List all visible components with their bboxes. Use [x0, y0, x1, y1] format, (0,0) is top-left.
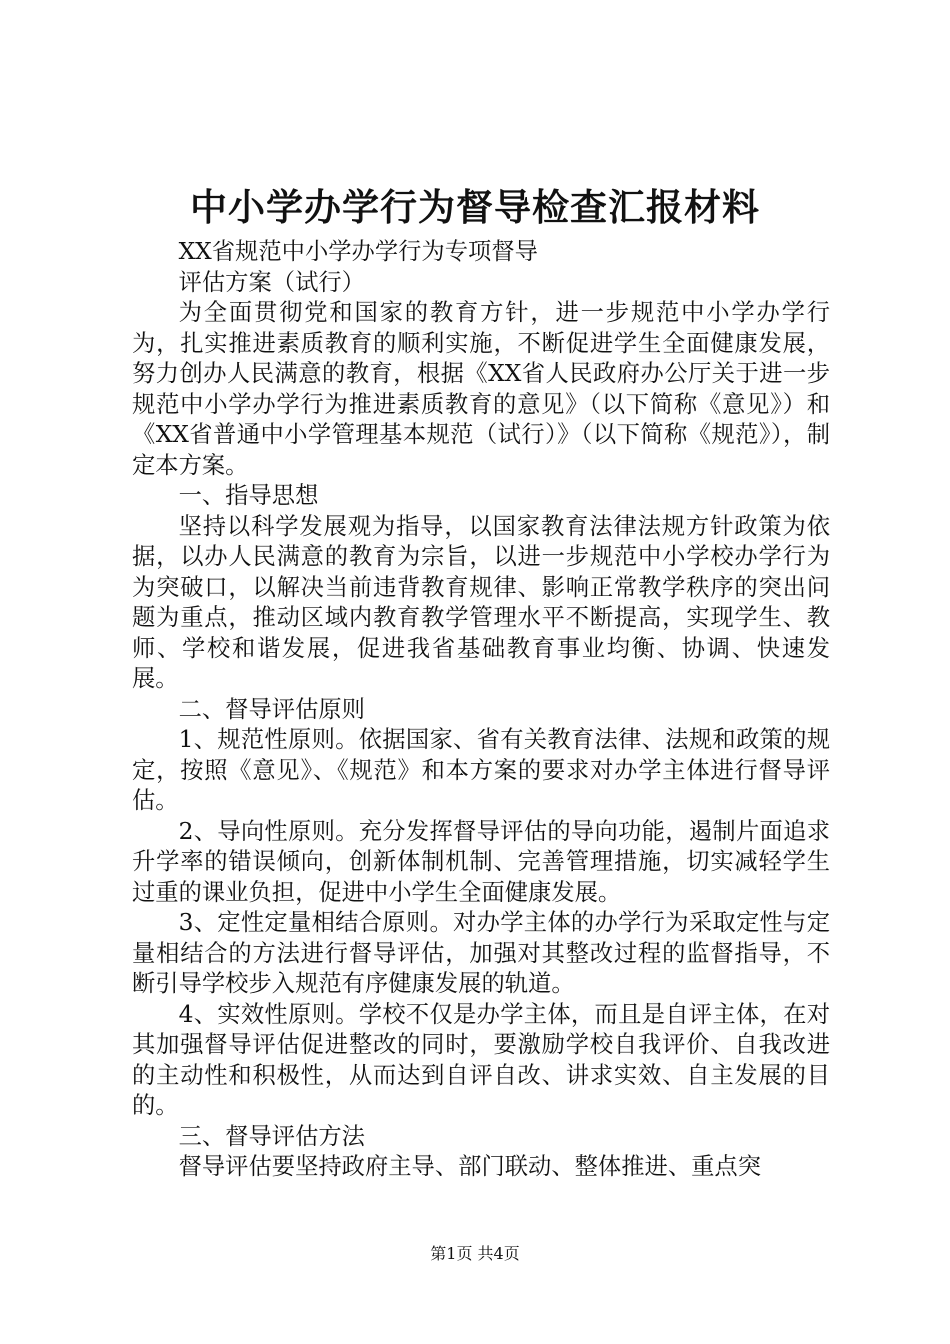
document-title: 中小学办学行为督导检查汇报材料: [190, 186, 760, 229]
principle-1-paragraph: 1、规范性原则。依据国家、省有关教育法律、法规和政策的规定，按照《意见》、《规范》和本方案的要求对办学主体进行督导评估。: [132, 726, 830, 814]
section-heading-guiding-ideology: 一、指导思想: [178, 482, 319, 509]
principle-3-paragraph: 3、定性定量相结合原则。对办学主体的办学行为采取定性与定量相结合的方法进行督导评估，加强对其整改过程的监督指导，不断引导学校步入规范有序健康发展的轨道。: [132, 909, 830, 997]
document-body: [132, 237, 830, 1183]
principle-2-paragraph: 2、导向性原则。充分发挥督导评估的导向功能，遏制片面追求升学率的错误倾向，创新体制机制、完善管理措施，切实减轻学生过重的课业负担，促进中小学生全面健康发展。: [132, 817, 830, 906]
subtitle-line-2: 评估方案（试行）: [178, 268, 365, 296]
intro-paragraph: 为全面贯彻党和国家的教育方针，进一步规范中小学办学行为，扎实推进素质教育的顺利实施，不断促进学生全面健康发展，努力创办人民满意的教育，根据《XX省人民政府办公厅关于进一步规范中小学办学行为推进素质教育的意见》（以下简称《意见》）和《XX省普通中小学管理基本规范（试行）》（以下简称《规范》），制定本方案。: [132, 299, 830, 479]
page-footer: 第1页 共4页: [430, 1244, 520, 1263]
methods-paragraph: 督导评估要坚持政府主导、部门联动、整体推进、重点突: [178, 1153, 762, 1180]
subtitle-line-1: XX省规范中小学办学行为专项督导: [178, 238, 538, 265]
section-heading-methods: 三、督导评估方法: [178, 1122, 365, 1150]
principle-4-paragraph: 4、实效性原则。学校不仅是办学主体，而且是自评主体，在对其加强督导评估促进整改的同时，要激励学校自我评价、自我改进的主动性和积极性，从而达到自评自改、讲求实效、自主发展的目的。: [132, 1000, 830, 1119]
section-heading-principles: 二、督导评估原则: [178, 695, 365, 723]
guiding-ideology-paragraph: 坚持以科学发展观为指导，以国家教育法律法规方针政策为依据，以办人民满意的教育为宗旨，以进一步规范中小学校办学行为为突破口，以解决当前违背教育规律、影响正常教学秩序的突出问题为重点，推动区域内教育教学管理水平不断提高，实现学生、教师、学校和谐发展，促进我省基础教育事业均衡、协调、快速发展。: [132, 512, 830, 692]
